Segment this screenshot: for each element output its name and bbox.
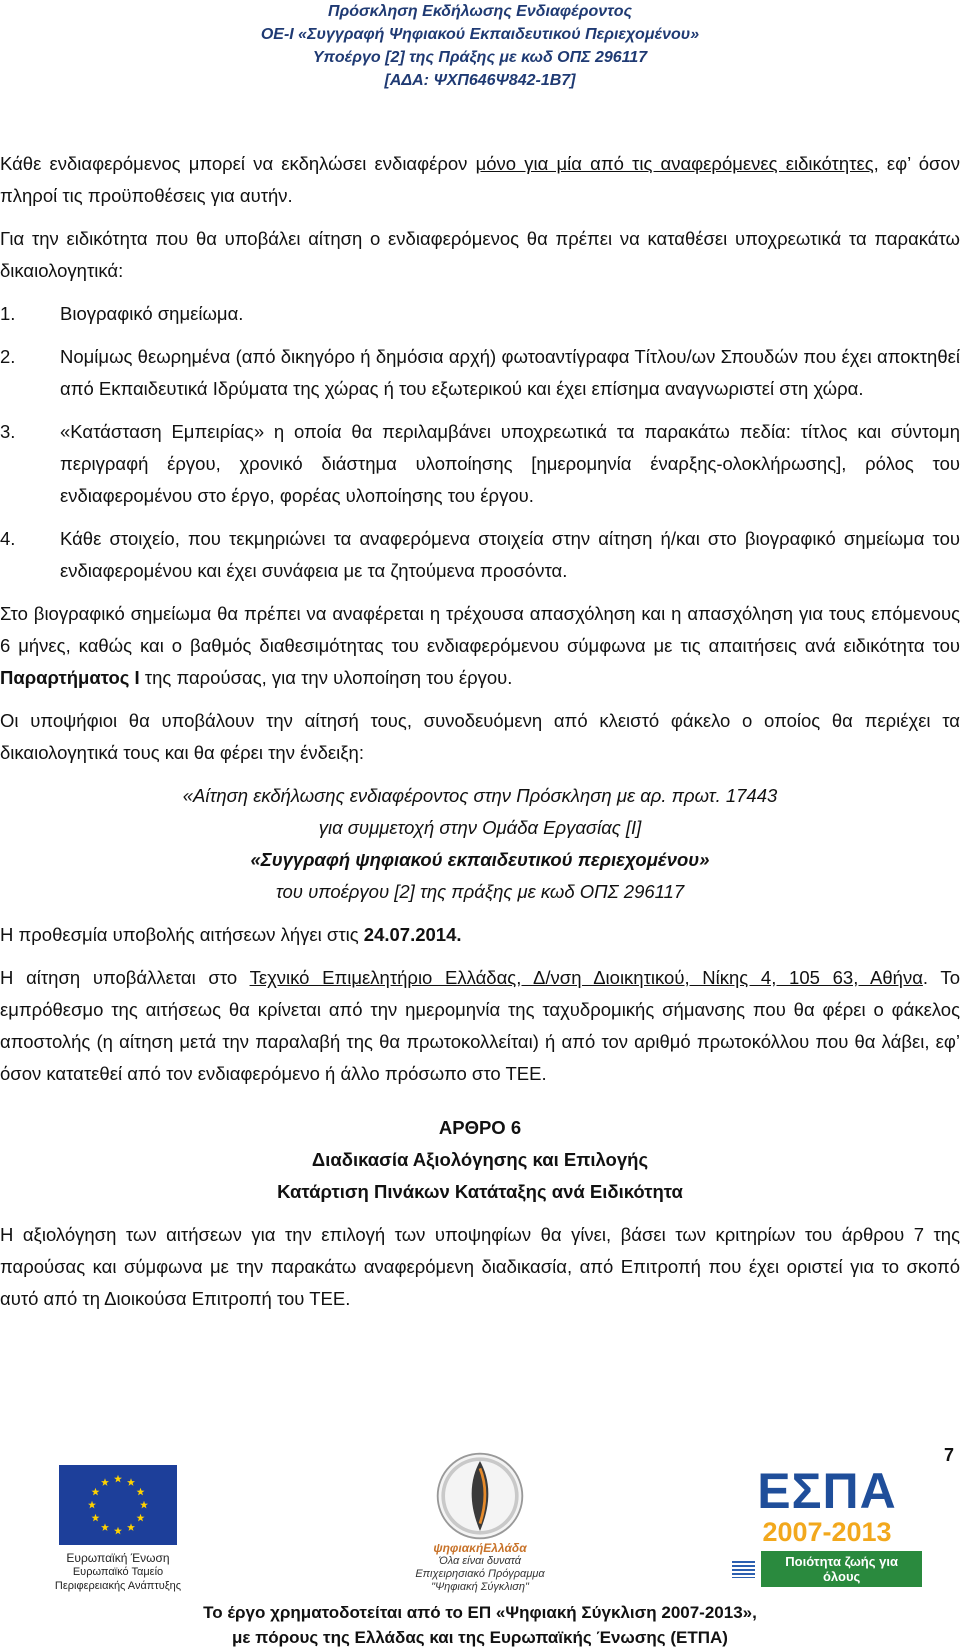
footer-line-2: με πόρους της Ελλάδας και της Ευρωπαϊκής Ένωσης (ΕΤΠΑ) <box>232 1628 728 1647</box>
list-item: 3. «Κατάσταση Εμπειρίας» η οποία θα περιλαμβάνει υποχρεωτικά τα παρακάτω πεδία: τίτλος και σύντομη περιγραφή έργου, χρονικό διάστημα υλοποίησης [ημερομηνία έναρξης-ολοκλήρωσης], ρόλος του ενδιαφερομένου στο έργο, φορέας υλοποίησης του έργου. <box>0 421 960 506</box>
page-number: 7 <box>943 1445 954 1465</box>
digital-convergence-emblem-icon <box>434 1450 526 1542</box>
article-heading <box>0 1112 960 1208</box>
envelope-label: «Αίτηση εκδήλωσης ενδιαφέροντος στην Πρόσκληση με αρ. πρωτ. 17443 για συμμετοχή στην Ομάδα Εργασίας [Ι] «Συγγραφή ψηφιακού εκπαιδευτικού περιεχομένου» του υποέργου [2] της πράξης με κωδ ΟΠΣ 296117 <box>182 785 778 902</box>
article-subtitle-1: Διαδικασία Αξιολόγησης και Επιλογής <box>311 1149 649 1170</box>
eu-text-3: Περιφερειακής Ανάπτυξης <box>54 1580 182 1592</box>
eu-flag-icon <box>59 1465 177 1545</box>
paragraph-cv-requirements: Στο βιογραφικό σημείωμα θα πρέπει να αναφέρεται η τρέχουσα απασχόληση και η απασχόληση για τους επόμενους 6 μήνες, καθώς και ο βαθμός διαθεσιμότητας του ενδιαφερόμενου σύμφωνα με τις απαιτήσεις ανά ειδικότητα του Παραρτήματος Ι της παρούσας, για την υλοποίηση του έργου. <box>0 603 960 688</box>
eu-text-2: Ευρωπαϊκό Ταμείο <box>72 1566 164 1578</box>
article-title: ΑΡΘΡΟ 6 <box>438 1117 522 1138</box>
header-line-4: [ΑΔΑ: ΨΧΠ646Ψ842-1Β7] <box>384 72 576 89</box>
list-item: 4. Κάθε στοιχείο, που τεκμηριώνει τα αναφερόμενα στοιχεία στην αίτηση ή/και στο βιογραφικό σημείωμα του ενδιαφερομένου και έχει συνάφεια με τα ζητούμενα προσόντα. <box>0 528 960 581</box>
funding-footer <box>0 1600 960 1650</box>
footer-line-1: Το έργο χρηματοδοτείται από το ΕΠ «Ψηφιακή Σύγκλιση 2007-2013», <box>203 1603 757 1622</box>
espa-years: 2007-2013 <box>762 1517 892 1547</box>
document-header <box>0 0 960 92</box>
digital-program-text: Επιχειρησιακό Πρόγραμμα <box>415 1568 545 1580</box>
list-item: 1. Βιογραφικό σημείωμα. <box>0 303 244 324</box>
header-line-1: Πρόσκληση Εκδήλωσης Ενδιαφέροντος <box>328 3 632 20</box>
digital-greece-logo <box>380 1450 580 1594</box>
espa-logo <box>732 1465 922 1587</box>
eu-text-1: Ευρωπαϊκή Ένωση <box>66 1551 170 1565</box>
digital-program-name: "Ψηφιακή Σύγκλιση" <box>431 1581 529 1593</box>
paragraph-submission: Οι υποψήφιοι θα υποβάλουν την αίτησή τους, συνοδευόμενη από κλειστό φάκελο ο οποίος θα περιέχει τα δικαιολογητικά τους και θα φέρει την ένδειξη: <box>0 710 960 763</box>
espa-slogan: Ποιότητα ζωής για όλους <box>761 1551 922 1587</box>
paragraph-deadline: Η προθεσμία υποβολής αιτήσεων λήγει στις 24.07.2014. <box>0 924 462 945</box>
paragraph-documents-intro: Για την ειδικότητα που θα υποβάλει αίτηση ο ενδιαφερόμενος θα πρέπει να καταθέσει υποχρεωτικά τα παρακάτω δικαιολογητικά: <box>0 228 960 281</box>
greek-flag-icon <box>732 1561 755 1578</box>
paragraph-eligibility: Κάθε ενδιαφερόμενος μπορεί να εκδηλώσει ενδιαφέρον μόνο για μία από τις αναφερόμενες ειδικότητες, εφ’ όσον πληροί τις προϋποθέσεις για αυτήν. <box>0 153 960 206</box>
paragraph-address: Η αίτηση υποβάλλεται στο Τεχνικό Επιμελητήριο Ελλάδας, Δ/νση Διοικητικού, Νίκης 4, 105 63, Αθήνα. Το εμπρόθεσμο της αιτήσεως θα κρίνεται από την ημερομηνία της ταχυδρομικής σήμανσης που θα φέρει ο φάκελος αποστολής (η αίτηση μετά την παραλαβή της θα πρωτοκολλείται) ή από τον αριθμό πρωτοκόλλου που θα λάβει, εφ’ όσον κατατεθεί από τον ενδιαφερόμενο ή άλλο πρόσωπο στο ΤΕΕ. <box>0 967 960 1084</box>
list-item: 2. Νομίμως θεωρημένα (από δικηγόρο ή δημόσια αρχή) φωτοαντίγραφα Τίτλου/ων Σπουδών που έχει αποκτηθεί από Εκπαιδευτικά Ιδρύματα της χώρας ή του εξωτερικού και έχει επίσημα αναγνωριστεί στη χώρα. <box>0 346 960 399</box>
underlined-text: μόνο για μία από τις αναφερόμενες ειδικότητες <box>475 153 874 174</box>
eu-logo <box>48 1465 188 1593</box>
digital-slogan: Όλα είναι δυνατά <box>438 1555 522 1567</box>
address-text: Τεχνικό Επιμελητήριο Ελλάδας, Δ/νση Διοικητικού, Νίκης 4, 105 63, Αθήνα <box>249 967 923 988</box>
header-line-3: Υποέργο [2] της Πράξης με κωδ ΟΠΣ 296117 <box>312 49 648 66</box>
header-line-2: ΟΕ-Ι «Συγγραφή Ψηφιακού Εκπαιδευτικού Περιεχομένου» <box>260 26 700 43</box>
paragraph-evaluation: Η αξιολόγηση των αιτήσεων για την επιλογή των υποψηφίων θα γίνει, βάσει των κριτηρίων του άρθρου 7 της παρούσας και σύμφωνα με την παρακάτω αναφερόμενη διαδικασία, από Επιτροπή που έχει οριστεί για το σκοπό αυτό από τη Διοικούσα Επιτροπή του ΤΕΕ. <box>0 1224 960 1309</box>
digital-brand-text: ψηφιακήΕλλάδα <box>433 1541 527 1555</box>
espa-wordmark: ΕΣΠΑ <box>757 1463 897 1519</box>
document-body <box>0 148 960 1315</box>
article-subtitle-2: Κατάρτιση Πινάκων Κατάταξης ανά Ειδικότητα <box>277 1181 683 1202</box>
